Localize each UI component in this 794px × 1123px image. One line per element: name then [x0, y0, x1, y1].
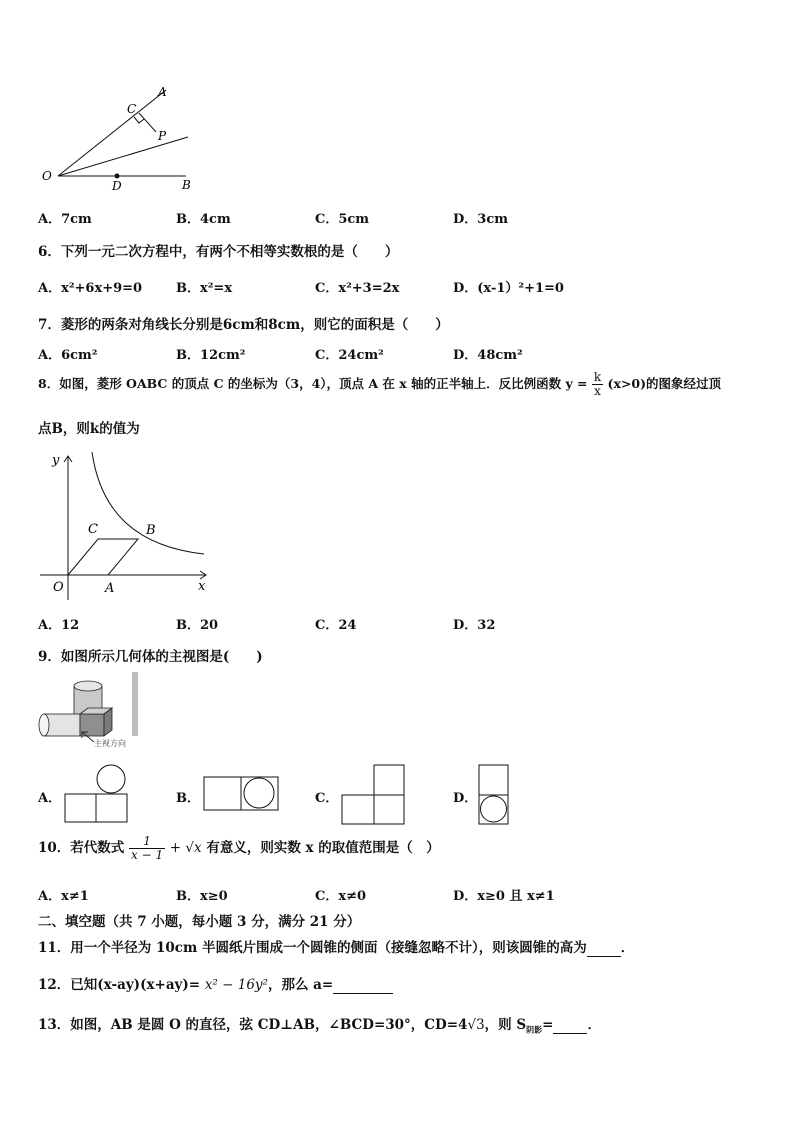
q13-sqrt: √3	[467, 1017, 485, 1033]
q10-option-b: B．x≥0	[176, 889, 228, 904]
label-O: O	[42, 169, 52, 183]
q6-option-a: A．x²+6x+9=0	[38, 281, 143, 296]
label-C: C	[127, 102, 137, 116]
q9-view-label: 主视方向	[94, 739, 126, 748]
q8-option-b: B．20	[176, 618, 219, 633]
label-A: A	[158, 85, 167, 99]
q8-option-a: A．12	[38, 618, 80, 633]
section-2-heading: 二、填空题（共 7 小题，每小题 3 分，满分 21 分）	[38, 914, 361, 930]
q9-option-a-letter: A．	[38, 791, 62, 806]
q10-option-a: A．x≠1	[38, 889, 89, 904]
axis-label-x: x	[198, 579, 206, 594]
q9-option-c-figure	[341, 764, 405, 826]
q10-frac-den: x − 1	[131, 848, 164, 862]
q9-solid-figure	[36, 668, 140, 754]
q11-end: ．	[620, 940, 635, 956]
q13-text-after: =	[542, 1017, 554, 1033]
q5-option-c: C．5cm	[315, 212, 370, 227]
q13-end: ．	[587, 1017, 601, 1033]
q13-text-before: 13．如图，AB 是圆 O 的直径，弦 CD⊥AB，∠BCD=30°，CD=4	[38, 1017, 468, 1033]
q10-sqrt: + √x	[169, 840, 202, 856]
q9-option-b-figure	[203, 776, 279, 812]
q12-text-after: ，那么 a=	[267, 977, 334, 993]
q12-text	[38, 973, 393, 994]
label-P: P	[158, 129, 167, 143]
q8-frac-den: x	[594, 384, 601, 398]
point-label-B: B	[146, 523, 156, 538]
q7-option-b: B．12cm²	[176, 348, 246, 363]
q9-text: 9．如图所示几何体的主视图是( )	[38, 649, 263, 665]
q5-option-d: D．3cm	[453, 212, 508, 227]
q8-graph-figure	[36, 448, 226, 608]
q10-text-before: 10．若代数式	[38, 840, 125, 856]
q10-option-c: C．x≠0	[315, 889, 367, 904]
q8-text	[38, 371, 721, 398]
axis-label-y: y	[52, 453, 60, 468]
q5-option-b: B．4cm	[176, 212, 231, 227]
q7-text: 7．菱形的两条对角线长分别是6cm和8cm，则它的面积是（ ）	[38, 317, 449, 333]
point-label-C: C	[88, 522, 98, 537]
point-label-A: A	[105, 581, 115, 596]
q9-option-a-figure	[64, 764, 128, 824]
q8-frac-num: k	[593, 370, 602, 384]
q13-answer-blank	[553, 1017, 587, 1034]
label-D: D	[112, 179, 122, 193]
q8-text-after: (x>0)的图象经过顶	[607, 376, 721, 391]
q7-option-c: C．24cm²	[315, 348, 384, 363]
q11-text	[38, 936, 634, 957]
q8-option-c: C．24	[315, 618, 357, 633]
q6-option-d: D．(x-1）²+1=0	[453, 281, 564, 296]
q10-fraction	[129, 835, 165, 862]
q8-text-before: 8．如图，菱形 OABC 的顶点 C 的坐标为（3，4），顶点 A 在 x 轴的正半轴上．反比例函数 y =	[38, 376, 588, 391]
q10-frac-num: 1	[129, 835, 165, 849]
q10-text	[38, 835, 440, 862]
q12-answer-blank	[333, 977, 393, 994]
q8-text-line2: 点B，则k的值为	[38, 421, 140, 437]
q9-option-d-letter: D．	[453, 791, 478, 806]
q6-text: 6．下列一元二次方程中，有两个不相等实数根的是（ ）	[38, 244, 399, 260]
q13-subscript: 阴影	[526, 1024, 543, 1035]
q7-option-a: A．6cm²	[38, 348, 98, 363]
q8-fraction	[592, 371, 603, 398]
q10-text-after: 有意义，则实数 x 的取值范围是（ ）	[206, 840, 440, 856]
q12-text-before: 12．已知(x-ay)(x+ay)=	[38, 977, 201, 993]
q13-text-mid: ，则 S	[484, 1017, 527, 1033]
q13-text	[38, 1013, 601, 1036]
q9-option-d-figure	[478, 764, 510, 826]
q12-expr: x² − 16y²	[204, 977, 268, 993]
q6-option-c: C．x²+3=2x	[315, 281, 400, 296]
q7-option-d: D．48cm²	[453, 348, 523, 363]
q8-option-d: D．32	[453, 618, 496, 633]
point-label-O: O	[53, 580, 64, 595]
q5-option-a: A．7cm	[38, 212, 92, 227]
q9-option-b-letter: B．	[176, 791, 200, 806]
q6-option-b: B．x²=x	[176, 281, 233, 296]
label-B: B	[182, 178, 191, 192]
q11-question: 11．用一个半径为 10cm 半圆纸片围成一个圆锥的侧面（接缝忽略不计），则该圆锥的高为	[38, 940, 587, 956]
q9-option-c-letter: C．	[315, 791, 339, 806]
q10-option-d: D．x≥0 且 x≠1	[453, 889, 555, 904]
q11-answer-blank	[587, 940, 621, 957]
q5-angle-figure	[36, 85, 206, 195]
